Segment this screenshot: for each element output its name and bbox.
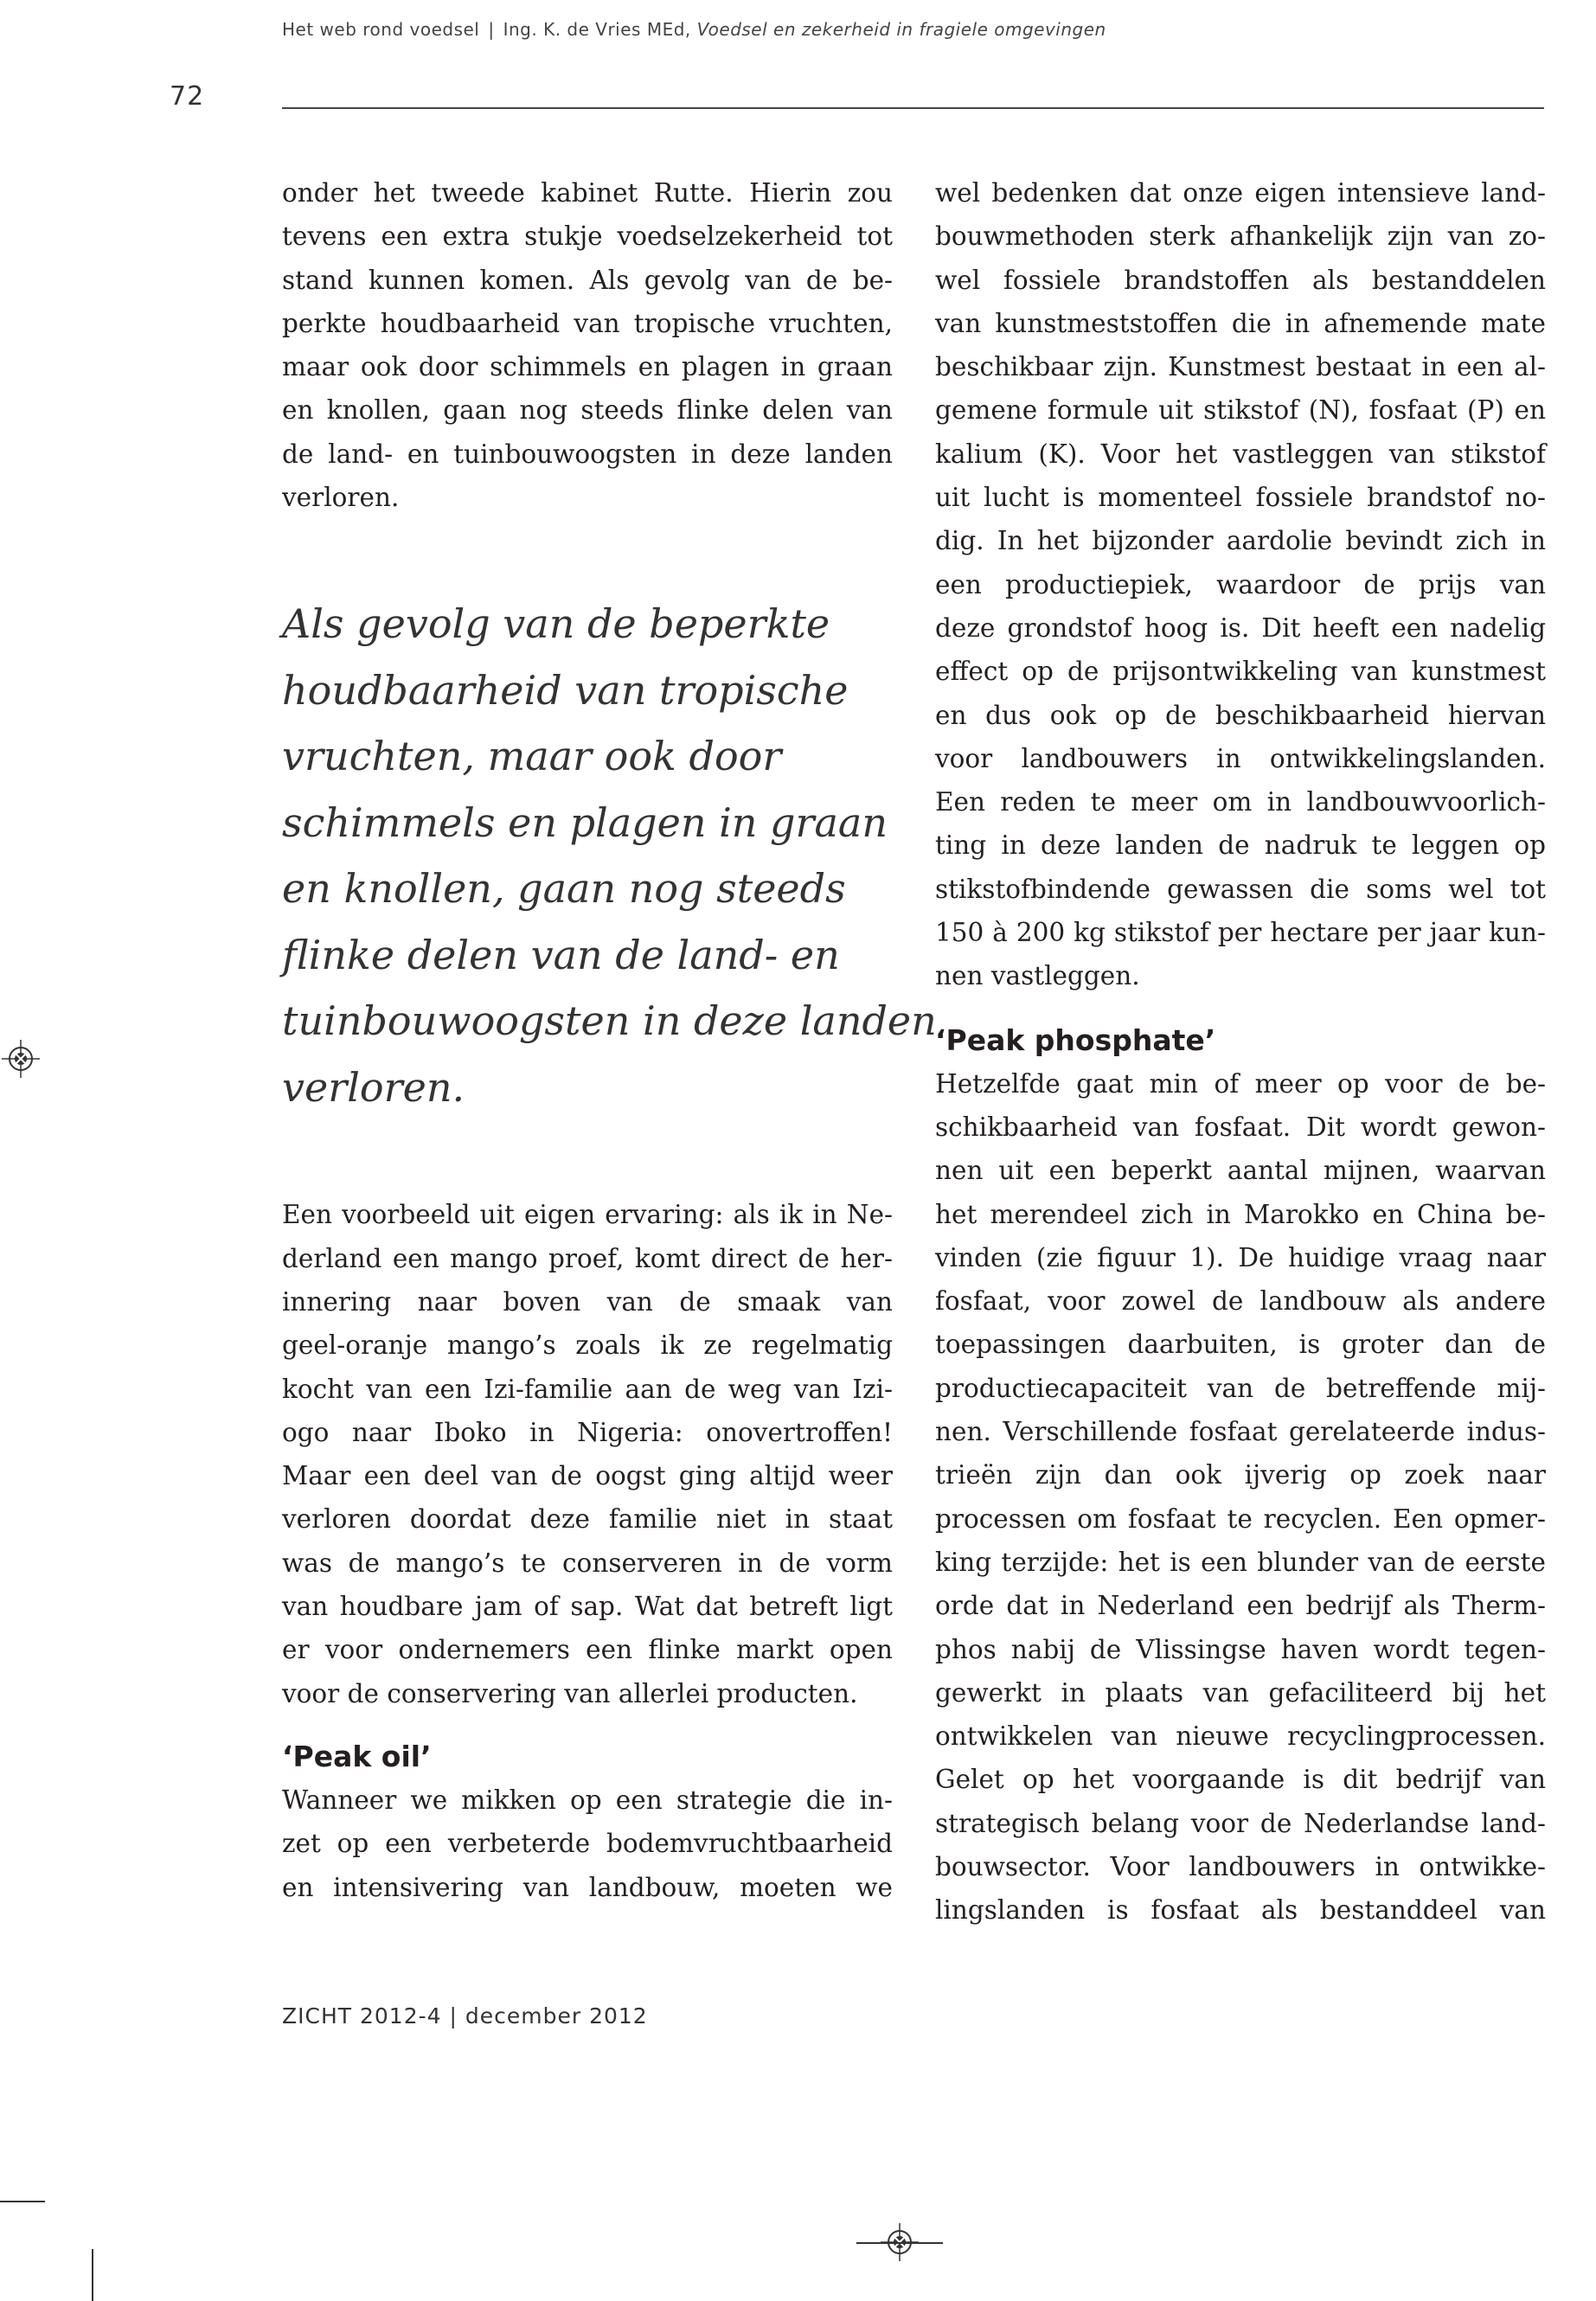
pull-quote xyxy=(282,591,937,1120)
footer-separator: | xyxy=(449,2003,458,2029)
text-line: geel-oranje mango’s zoals ik ze regelmatig xyxy=(282,1330,893,1361)
text-line: stikstofbindende gewassen die soms wel tot xyxy=(935,874,1546,904)
text-line: verloren doordat deze familie niet in staat xyxy=(282,1504,893,1535)
text-line: trieën zijn dan ook ijverig op zoek naar xyxy=(935,1460,1546,1490)
text-line: onder het tweede kabinet Rutte. Hierin zou xyxy=(282,178,893,208)
text-line: perkte houdbaarheid van tropische vruchten, xyxy=(282,308,893,338)
text-line: fosfaat, voor zowel de landbouw als andere xyxy=(935,1286,1546,1317)
issue-date: december 2012 xyxy=(465,2003,648,2029)
pull-quote-line: en knollen, gaan nog steeds xyxy=(282,865,846,913)
left-column xyxy=(282,171,937,1909)
text-line: productiecapaciteit van de betreffende mij- xyxy=(935,1373,1546,1403)
crop-mark-horizontal xyxy=(856,2242,943,2244)
peak-oil-paragraph xyxy=(282,1779,893,1909)
pull-quote-line: vruchten, maar ook door xyxy=(282,733,782,780)
text-line: de land- en tuinbouwoogsten in deze landen xyxy=(282,439,893,469)
text-line: bouwsector. Voor landbouwers in ontwikke- xyxy=(935,1851,1546,1881)
right-column xyxy=(935,171,1546,1932)
text-line: orde dat in Nederland een bedrijf als Therm- xyxy=(935,1591,1546,1621)
text-line: toepassingen daarbuiten, is groter dan de xyxy=(935,1330,1546,1360)
text-line: uit lucht is momenteel fossiele brandstof no- xyxy=(935,483,1546,513)
text-line: tevens een extra stukje voedselzekerheid tot xyxy=(282,221,893,252)
section-heading-peak-phosphate: ‘Peak phosphate’ xyxy=(935,1022,1216,1057)
pull-quote-line: houdbaarheid van tropische xyxy=(282,666,849,714)
example-paragraph xyxy=(282,1193,893,1715)
text-line: ogo naar Iboko in Nigeria: onovertroffen! xyxy=(282,1417,893,1447)
text-line: gewerkt in plaats van gefaciliteerd bij het xyxy=(935,1677,1546,1708)
header-separator: | xyxy=(488,19,495,40)
intro-paragraph xyxy=(282,171,893,519)
text-line: beschikbaar zijn. Kunstmest bestaat in een al- xyxy=(935,352,1546,382)
text-line: Een voorbeeld uit eigen ervaring: als ik in Ne- xyxy=(282,1200,893,1230)
article-title: Voedsel en zekerheid in fragiele omgevingen xyxy=(696,19,1106,40)
text-line: en knollen, gaan nog steeds flinke delen van xyxy=(282,395,893,426)
text-line: ontwikkelen van nieuwe recyclingprocessen. xyxy=(935,1721,1546,1752)
text-line: gemene formule uit stikstof (N), fosfaat (P) en xyxy=(935,395,1546,426)
text-line: effect op de prijsontwikkeling van kunstmest xyxy=(935,657,1546,687)
text-line: was de mango’s te conserveren in de vorm xyxy=(282,1548,893,1578)
text-line: vinden (zie figuur 1). De huidige vraag naar xyxy=(935,1242,1546,1272)
text-line: ting in deze landen de nadruk te leggen op xyxy=(935,830,1546,861)
text-line: king terzijde: het is een blunder van de eerste xyxy=(935,1547,1546,1577)
continuation-paragraph xyxy=(935,171,1546,998)
text-line: en dus ook op de beschikbaarheid hiervan xyxy=(935,700,1546,730)
text-line: lingslanden is fosfaat als bestanddeel van xyxy=(935,1895,1546,1926)
text-line: voor de conservering van allerlei producten. xyxy=(282,1678,858,1708)
text-line: innering naar boven van de smaak van xyxy=(282,1286,893,1317)
text-line: er voor ondernemers een flinke markt open xyxy=(282,1635,893,1665)
peak-phosphate-paragraph xyxy=(935,1062,1546,1932)
pull-quote-line: flinke delen van de land- en xyxy=(282,931,840,978)
text-line: Een reden te meer om in landbouwvoorlich- xyxy=(935,787,1546,817)
registration-mark-icon xyxy=(2,1040,40,1078)
issue-label: ZICHT 2012-4 xyxy=(282,2003,442,2029)
text-line: Hetzelfde gaat min of meer op voor de be- xyxy=(935,1068,1546,1099)
crop-mark-vertical xyxy=(92,2249,93,2301)
text-line: en intensivering van landbouw, moeten we xyxy=(282,1872,893,1902)
text-line: Gelet op het voorgaande is dit bedrijf van xyxy=(935,1765,1546,1795)
text-line: een productiepiek, waardoor de prijs van xyxy=(935,569,1546,599)
text-line: verloren. xyxy=(282,483,400,513)
text-line: het merendeel zich in Marokko en China be- xyxy=(935,1199,1546,1229)
section-heading-peak-oil: ‘Peak oil’ xyxy=(282,1739,432,1773)
text-line: dig. In het bijzonder aardolie bevindt zich in xyxy=(935,526,1546,556)
text-line: nen. Verschillende fosfaat gerelateerde indus- xyxy=(935,1417,1546,1447)
text-line: wel fossiele brandstoffen als bestanddelen xyxy=(935,265,1546,295)
text-line: bouwmethoden sterk afhankelijk zijn van zo- xyxy=(935,221,1546,252)
text-line: processen om fosfaat te recyclen. Een opmer- xyxy=(935,1503,1546,1534)
text-line: nen vastleggen. xyxy=(935,961,1140,991)
pull-quote-line: verloren. xyxy=(282,1063,465,1111)
pull-quote-line: Als gevolg van de beperkte xyxy=(282,600,830,648)
text-line: voor landbouwers in ontwikkelingslanden. xyxy=(935,743,1546,773)
journal-name: Het web rond voedsel xyxy=(282,19,480,40)
page-number: 72 xyxy=(170,81,205,112)
author-name: Ing. K. de Vries MEd, xyxy=(503,19,691,40)
text-line: derland een mango proef, komt direct de her- xyxy=(282,1243,893,1273)
text-line: deze grondstof hoog is. Dit heeft een nadelig xyxy=(935,612,1546,643)
running-header xyxy=(282,19,1545,40)
text-line: maar ook door schimmels en plagen in graan xyxy=(282,352,893,382)
text-line: phos nabij de Vlissingse haven wordt tegen- xyxy=(935,1634,1546,1664)
header-rule xyxy=(282,107,1544,109)
pull-quote-line: tuinbouwoogsten in deze landen xyxy=(282,997,937,1045)
text-line: van kunstmeststoffen die in afnemende mate xyxy=(935,308,1546,338)
text-line: schikbaarheid van fosfaat. Dit wordt gewon- xyxy=(935,1112,1546,1142)
text-line: kalium (K). Voor het vastleggen van stikstof xyxy=(935,439,1546,469)
text-line: stand kunnen komen. Als gevolg van de be- xyxy=(282,265,893,295)
text-line: strategisch belang voor de Nederlandse land- xyxy=(935,1808,1546,1838)
text-line: kocht van een Izi-familie aan de weg van Izi- xyxy=(282,1374,893,1404)
text-line: nen uit een beperkt aantal mijnen, waarvan xyxy=(935,1156,1546,1186)
text-line: van houdbare jam of sap. Wat dat betreft ligt xyxy=(282,1592,893,1622)
crop-mark-horizontal xyxy=(0,2201,45,2202)
text-line: wel bedenken dat onze eigen intensieve land- xyxy=(935,178,1546,208)
text-line: zet op een verbeterde bodemvruchtbaarheid xyxy=(282,1829,893,1859)
pull-quote-line: schimmels en plagen in graan xyxy=(282,798,888,846)
text-line: Maar een deel van de oogst ging altijd weer xyxy=(282,1461,893,1491)
text-line: Wanneer we mikken op een strategie die in- xyxy=(282,1785,893,1815)
page-footer xyxy=(282,2003,648,2029)
text-line: 150 à 200 kg stikstof per hectare per jaar kun- xyxy=(935,918,1546,948)
